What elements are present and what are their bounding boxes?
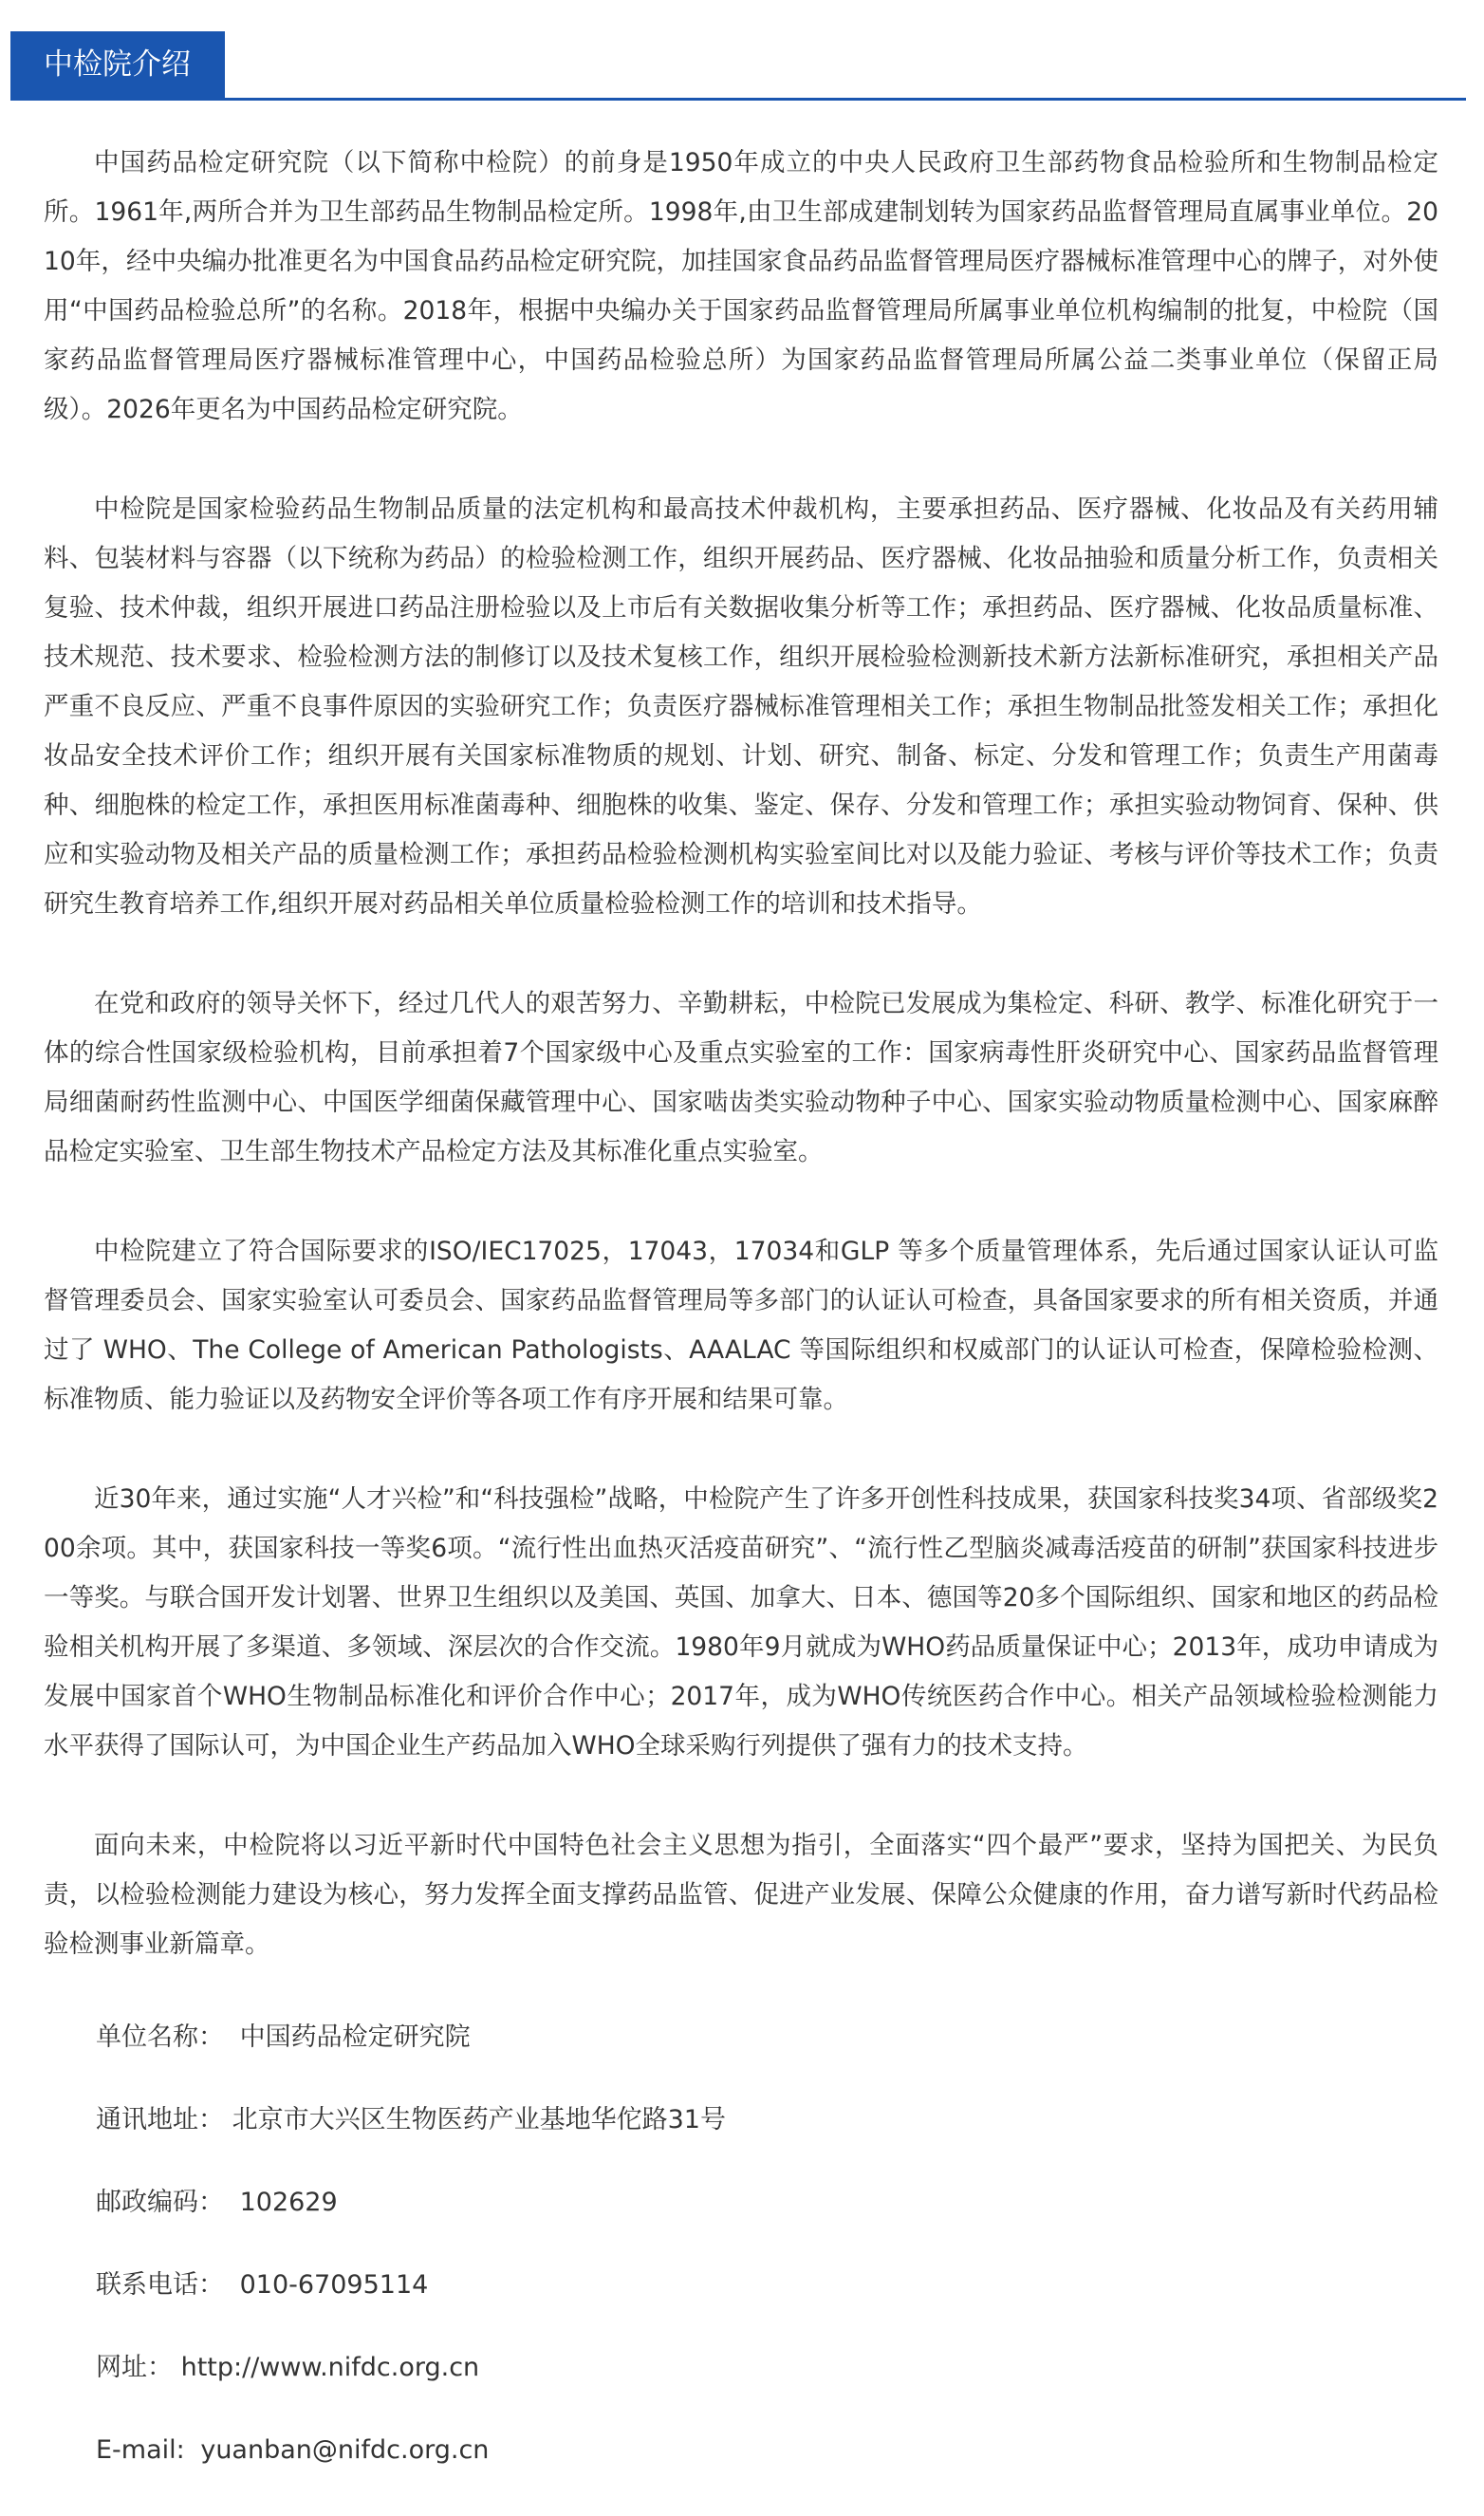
- contact-email-row: [96, 2430, 1424, 2470]
- contact-phone-value: 010-67095114: [239, 2270, 429, 2300]
- contact-info: [96, 2017, 1424, 2512]
- intro-paragraph-centers: 在党和政府的领导关怀下，经过几代人的艰苦努力、辛勤耕耘，中检院已发展成为集检定、科研、教学、标准化研究于一体的综合性国家级检验机构，目前承担着7个国家级中心及重点实验室的工作：国家病毒性肝炎研究中心、国家药品监督管理局细菌耐药性监测中心、中国医学细菌保藏管理中心、国家啮齿类实验动物种子中心、国家实验动物质量检测中心、国家麻醉品检定实验室、卫生部生物技术产品检定方法及其标准化重点实验室。: [44, 989, 1438, 1166]
- contact-address-row: [96, 2099, 1424, 2140]
- contact-email-label: E-mail:: [96, 2435, 185, 2465]
- contact-name-label: 单位名称：: [96, 2022, 224, 2052]
- contact-address-label: 通讯地址：: [96, 2105, 224, 2134]
- contact-name-row: [96, 2017, 1424, 2058]
- contact-postcode-value: 102629: [239, 2188, 338, 2217]
- contact-email-link[interactable]: yuanban@nifdc.org.cn: [200, 2435, 490, 2465]
- contact-address-value: 北京市大兴区生物医药产业基地华佗路31号: [232, 2105, 726, 2134]
- section-title-tab: 中检院介绍: [10, 31, 225, 99]
- intro-paragraph-future: 面向未来，中检院将以习近平新时代中国特色社会主义思想为指引，全面落实“四个最严”要求，坚持为国把关、为民负责，以检验检测能力建设为核心，努力发挥全面支撑药品监管、促进产业发展、保障公众健康的作用，奋力谱写新时代药品检验检测事业新篇章。: [44, 1831, 1438, 1959]
- contact-website-label: 网址：: [96, 2353, 173, 2382]
- intro-paragraph-history: 中国药品检定研究院（以下简称中检院）的前身是1950年成立的中央人民政府卫生部药物食品检验所和生物制品检定所。1961年,两所合并为卫生部药品生物制品检定所。1998年,由卫生部成建制划转为国家药品监督管理局直属事业单位。2010年，经中央编办批准更名为中国食品药品检定研究院，加挂国家食品药品监督管理局医疗器械标准管理中心的牌子，对外使用“中国药品检验总所”的名称。2018年，根据中央编办关于国家药品监督管理局所属事业单位机构编制的批复，中检院（国家药品监督管理局医疗器械标准管理中心，中国药品检验总所）为国家药品监督管理局所属公益二类事业单位（保留正局级）。2026年更名为中国药品检定研究院。: [44, 148, 1438, 424]
- intro-paragraph-duties: 中检院是国家检验药品生物制品质量的法定机构和最高技术仲裁机构，主要承担药品、医疗器械、化妆品及有关药用辅料、包装材料与容器（以下统称为药品）的检验检测工作，组织开展药品、医疗器械、化妆品抽验和质量分析工作，负责相关复验、技术仲裁，组织开展进口药品注册检验以及上市后有关数据收集分析等工作；承担药品、医疗器械、化妆品质量标准、技术规范、技术要求、检验检测方法的制修订以及技术复核工作，组织开展检验检测新技术新方法新标准研究，承担相关产品严重不良反应、严重不良事件原因的实验研究工作；负责医疗器械标准管理相关工作；承担生物制品批签发相关工作；承担化妆品安全技术评价工作；组织开展有关国家标准物质的规划、计划、研究、制备、标定、分发和管理工作；负责生产用菌毒种、细胞株的检定工作，承担医用标准菌毒种、细胞株的收集、鉴定、保存、分发和管理工作；承担实验动物饲育、保种、供应和实验动物及相关产品的质量检测工作；承担药品检验检测机构实验室间比对以及能力验证、考核与评价等技术工作；负责研究生教育培养工作,组织开展对药品相关单位质量检验检测工作的培训和技术指导。: [44, 494, 1438, 919]
- contact-website-row: [96, 2347, 1424, 2388]
- contact-name-value: 中国药品检定研究院: [239, 2022, 471, 2052]
- contact-website-link[interactable]: http://www.nifdc.org.cn: [180, 2353, 480, 2382]
- contact-phone-label: 联系电话：: [96, 2270, 224, 2300]
- contact-postcode-label: 邮政编码：: [96, 2188, 224, 2217]
- contact-phone-row: [96, 2264, 1424, 2305]
- intro-paragraph-quality: 中检院建立了符合国际要求的ISO/IEC17025，17043，17034和GLP 等多个质量管理体系，先后通过国家认证认可监督管理委员会、国家实验室认可委员会、国家药品监督管理局等多部门的认证认可检查，具备国家要求的所有相关资质，并通过了 WHO、The College of American Pathologists、AAALAC 等国际组织和权威部门的认证认可检查，保障检验检测、标准物质、能力验证以及药物安全评价等各项工作有序开展和结果可靠。: [44, 1237, 1438, 1414]
- contact-postcode-row: [96, 2182, 1424, 2223]
- intro-content: [44, 139, 1438, 2020]
- intro-paragraph-achievements: 近30年来，通过实施“人才兴检”和“科技强检”战略，中检院产生了许多开创性科技成果，获国家科技奖34项、省部级奖200余项。其中，获国家科技一等奖6项。“流行性出血热灭活疫苗研究”、“流行性乙型脑炎减毒活疫苗的研制”获国家科技进步一等奖。与联合国开发计划署、世界卫生组织以及美国、英国、加拿大、日本、德国等20多个国际组织、国家和地区的药品检验相关机构开展了多渠道、多领域、深层次的合作交流。1980年9月就成为WHO药品质量保证中心；2013年，成功申请成为发展中国家首个WHO生物制品标准化和评价合作中心；2017年，成为WHO传统医药合作中心。相关产品领域检验检测能力水平获得了国际认可，为中国企业生产药品加入WHO全球采购行列提供了强有力的技术支持。: [44, 1484, 1438, 1761]
- section-header: [10, 31, 1466, 101]
